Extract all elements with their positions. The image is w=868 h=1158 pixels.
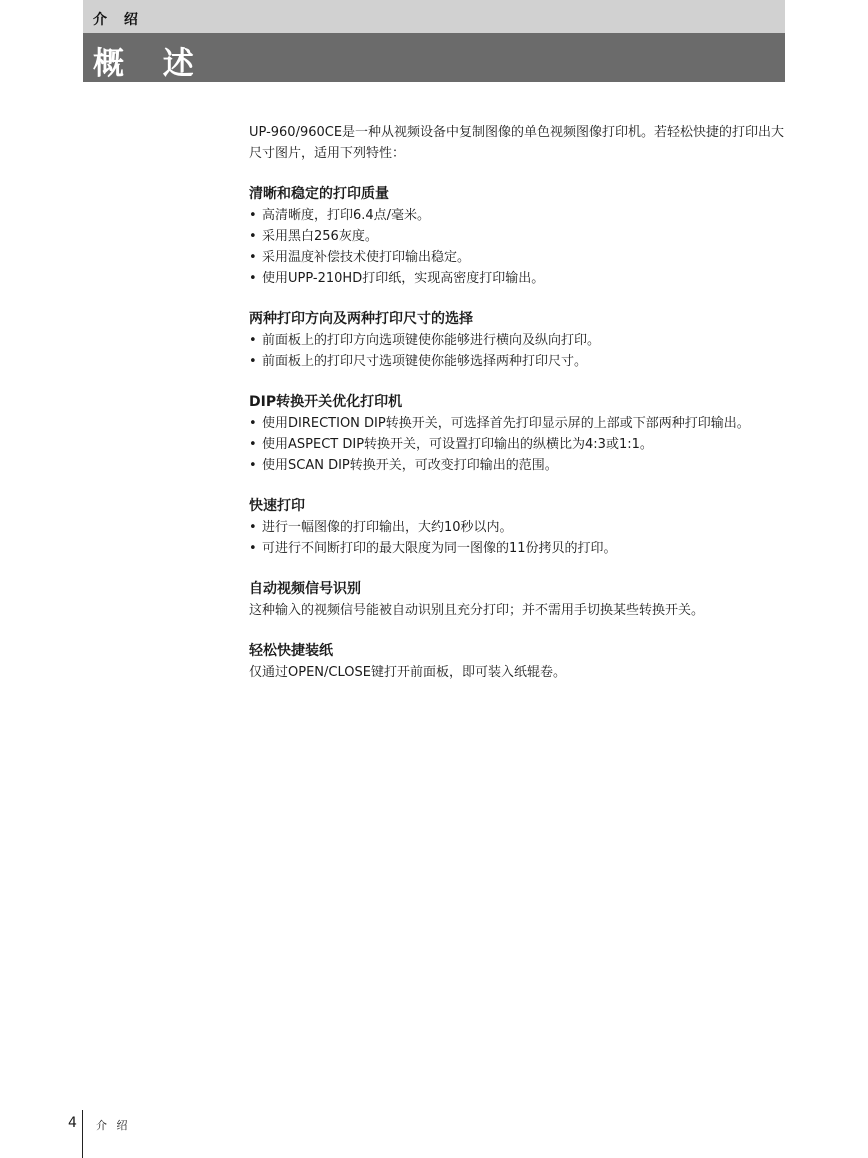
intro-paragraph: UP-960/960CE是一种从视频设备中复制图像的单色视频图像打印机。若轻松快捷的打印出大尺寸图片，适用下列特性：: [249, 125, 785, 161]
section-fast-print: [249, 495, 789, 559]
list-item: • 可进行不间断打印的最大限度为同一图像的11份拷贝的打印。: [249, 538, 789, 559]
section-text: 这种输入的视频信号能被自动识别且充分打印；并不需用手切换某些转换开关。: [249, 603, 705, 618]
list-item: • 进行一幅图像的打印输出，大约10秒以内。: [249, 517, 789, 538]
section-heading: DIP转换开关优化打印机: [249, 394, 403, 410]
list-item: • 前面板上的打印方向选项键使你能够进行横向及纵向打印。: [249, 330, 789, 351]
page-title: 概 述: [93, 46, 208, 82]
bullet-list: [249, 413, 789, 476]
list-item: • 采用黑白256灰度。: [249, 226, 789, 247]
section-text: 仅通过OPEN/CLOSE键打开前面板，即可装入纸辊卷。: [249, 665, 566, 680]
section-heading: 自动视频信号识别: [249, 581, 361, 597]
section-auto-signal: [249, 578, 789, 621]
page-number: 4: [68, 1115, 77, 1131]
section-dip-switch: [249, 391, 789, 476]
section-header-bar: [83, 0, 785, 33]
title-bar: [83, 33, 785, 82]
list-item: • 使用UPP-210HD打印纸，实现高密度打印输出。: [249, 268, 789, 289]
section-heading: 清晰和稳定的打印质量: [249, 186, 389, 202]
section-heading: 快速打印: [249, 498, 305, 514]
list-item: • 使用ASPECT DIP转换开关，可设置打印输出的纵横比为4:3或1:1。: [249, 434, 789, 455]
bullet-list: [249, 205, 789, 289]
footer-section-label: 介 绍: [96, 1119, 131, 1132]
bullet-list: [249, 517, 789, 559]
bullet-list: [249, 330, 789, 372]
list-item: • 使用DIRECTION DIP转换开关，可选择首先打印显示屏的上部或下部两种打印输出。: [249, 413, 789, 434]
list-item: • 使用SCAN DIP转换开关，可改变打印输出的范围。: [249, 455, 789, 476]
list-item: • 高清晰度，打印6.4点/毫米。: [249, 205, 789, 226]
list-item: • 前面板上的打印尺寸选项键使你能够选择两种打印尺寸。: [249, 351, 789, 372]
section-label: 介 绍: [93, 12, 144, 28]
main-content: [249, 122, 789, 683]
section-heading: 轻松快捷装纸: [249, 643, 333, 659]
section-paper-loading: [249, 640, 789, 683]
section-heading: 两种打印方向及两种打印尺寸的选择: [249, 311, 473, 327]
list-item: • 采用温度补偿技术使打印输出稳定。: [249, 247, 789, 268]
section-print-quality: [249, 183, 789, 289]
footer-divider: [82, 1110, 83, 1158]
section-print-direction-size: [249, 308, 789, 372]
